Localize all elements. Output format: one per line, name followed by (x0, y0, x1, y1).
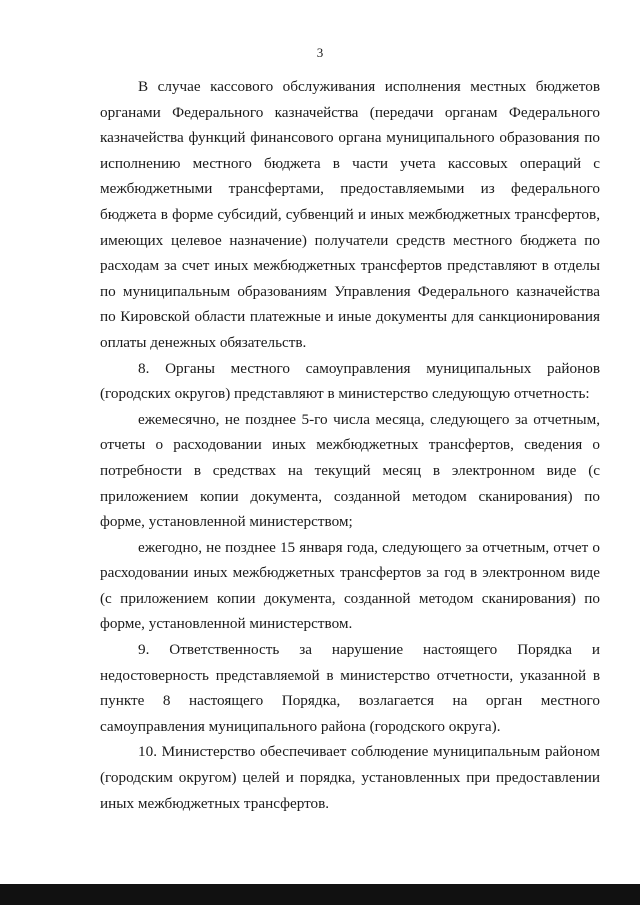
paragraph-treasury-servicing: В случае кассового обслуживания исполнения местных бюджетов органами Федерального казначейства (передачи органам Федерального казначейства функций финансового органа муниципального образования по исполнению местного бюджета в части учета кассовых операций с межбюджетными трансфертами, предоставляемыми из федерального бюджета в форме субсидий, субвенций и иных межбюджетных трансфертов, имеющих целевое назначение) получатели средств местного бюджета по расходам за счет иных межбюджетных трансфертов представляют в отделы по муниципальным образованиям Управления Федерального казначейства по Кировской области платежные и иные документы для санкционирования оплаты денежных обязательств. (100, 78, 600, 351)
paragraph-item-8: 8. Органы местного самоуправления муниципальных районов (городских округов) представляют в министерство следующую отчетность: (100, 359, 600, 403)
paragraph-annual-reporting: ежегодно, не позднее 15 января года, следующего за отчетным, отчет о расходовании иных межбюджетных трансфертов за год в электронном виде (с приложением копии документа, созданной методом сканирования) по форме, установленной министерством. (100, 538, 600, 633)
page-number: 3 (316, 45, 324, 60)
paragraph-item-10: 10. Министерство обеспечивает соблюдение муниципальным районом (городским округом) целей и порядка, установленных при предоставлении иных межбюджетных трансфертов. (100, 743, 600, 812)
document-body (100, 74, 600, 816)
scan-bottom-edge (0, 884, 640, 905)
paragraph-monthly-reporting: ежемесячно, не позднее 5-го числа месяца, следующего за отчетным, отчеты о расходовании иных межбюджетных трансфертов, сведения о потребности в средствах на текущий месяц в электронном виде (с приложением копии документа, созданной методом сканирования) по форме, установленной министерством; (100, 410, 600, 531)
paragraph-item-9: 9. Ответственность за нарушение настоящего Порядка и недостоверность представляемой в министерство отчетности, указанной в пункте 8 настоящего Порядка, возлагается на орган местного самоуправления муниципального района (городского округа). (100, 641, 600, 735)
